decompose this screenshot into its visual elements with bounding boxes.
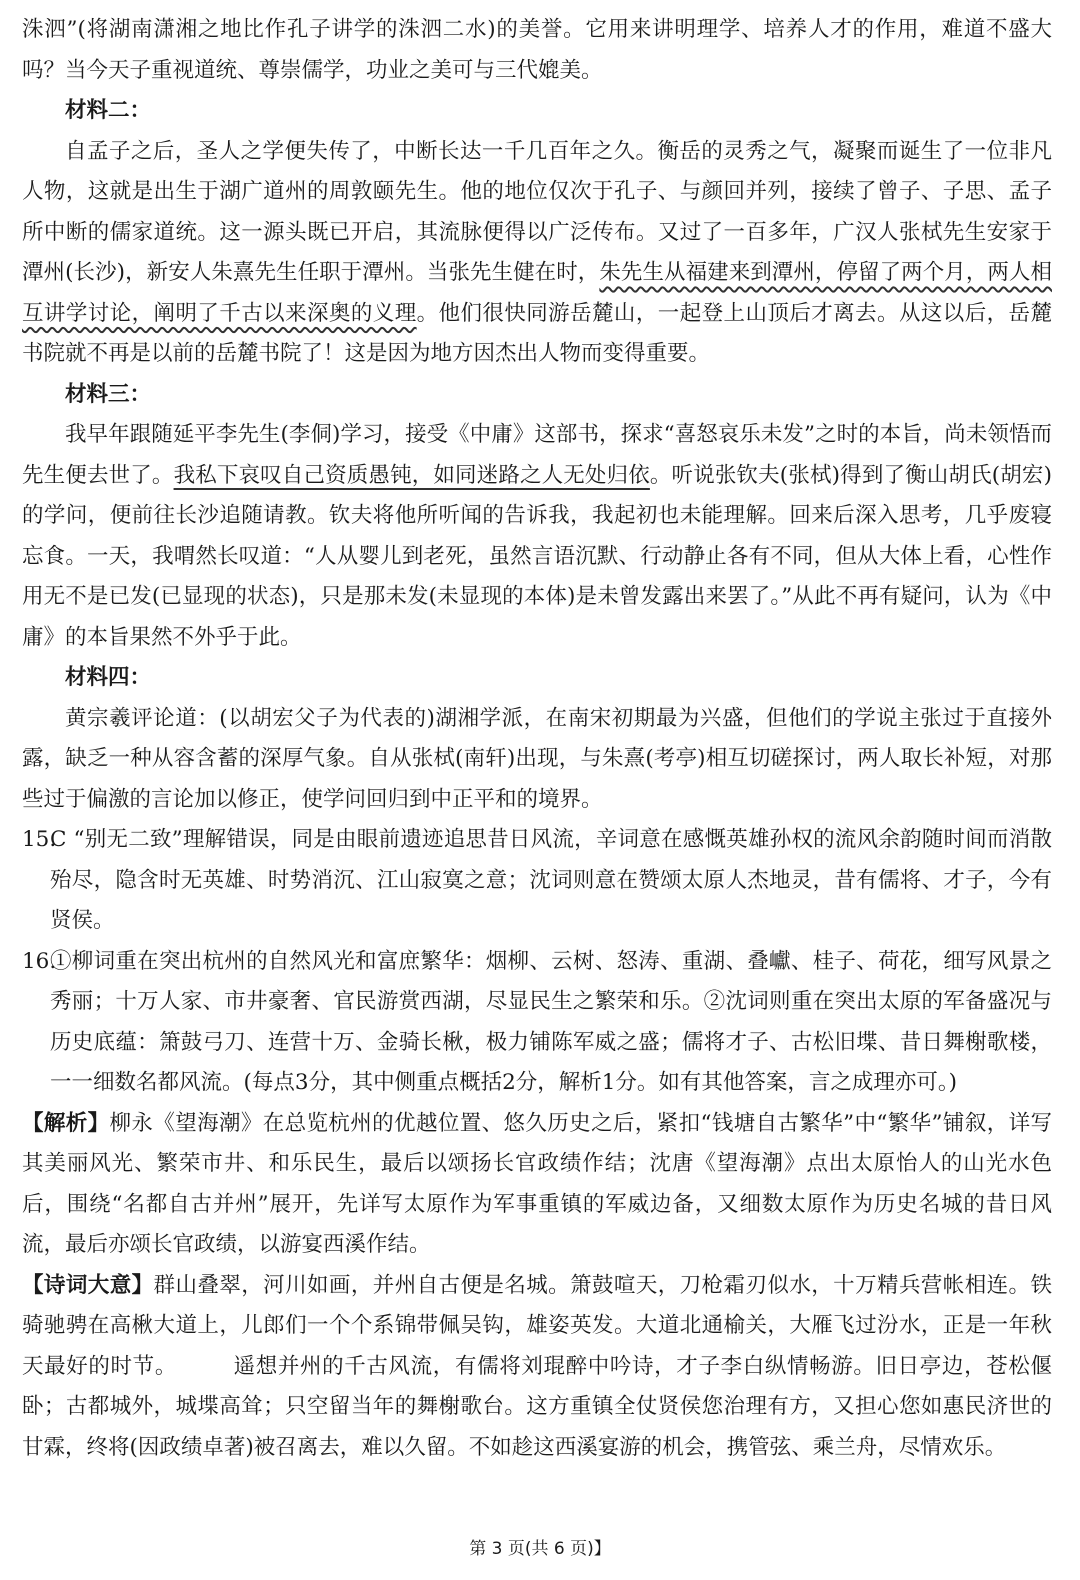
answer-15 bbox=[22, 820, 1052, 942]
analysis-text: 柳永《望海潮》在总览杭州的优越位置、悠久历史之后，紧扣“钱塘自古繁华”中“繁华”铺叙，详写其美丽风光、繁荣市井、和乐民生，最后以颂扬长官政绩作结；沈唐《望海潮》点出太原怡人的山光水色后，围绕“名都自古并州”展开，先详写太原作为军事重镇的军威边备，又细数太原作为历史名城的昔日风流，最后亦颂长官政绩，以游宴西溪作结。 bbox=[22, 1110, 1052, 1257]
answer-16-text: ①柳词重在突出杭州的自然风光和富庶繁华：烟柳、云树、怒涛、重湖、叠巘、桂子、荷花，细写风景之秀丽；十万人家、市井豪奢、官民游赏西湖，尽显民生之繁荣和乐。②沈词则重在突出太原的军备盛况与历史底蕴：箫鼓弓刀、连营十万、金骑长楸，极力铺陈军威之盛；儒将才子、古松旧堞、昔日舞榭歌楼，一一细数名都风流。(每点3分，其中侧重点概括2分，解析1分。如有其他答案，言之成理亦可。) bbox=[50, 948, 1052, 1095]
material-four-text: 黄宗羲评论道：(以胡宏父子为代表的)湖湘学派，在南宋初期最为兴盛，但他们的学说主张过于直接外露，缺乏一种从容含蓄的深厚气象。自从张栻(南轩)出现，与朱熹(考亭)相互切磋探讨，两人取长补短，对那些过于偏激的言论加以修正，使学问回归到中正平和的境界。 bbox=[22, 705, 1052, 812]
material-three-heading: 材料三： bbox=[65, 381, 152, 407]
material-three-text-after: 。听说张钦夫(张栻)得到了衡山胡氏(胡宏)的学问，便前往长沙追随请教。钦夫将他所听闻的告诉我，我起初也未能理解。回来后深入思考，几乎废寝忘食。一天，我喟然长叹道：“人从婴儿到老死，虽然言语沉默、行动静止各有不同，但从大体上看，心性作用无不是已发(已显现的状态)，只是那未发(未显现的本体)是未曾发露出来罢了。”从此不再有疑问，认为《中庸》的本旨果然不外乎于此。 bbox=[22, 462, 1052, 650]
material-two-text bbox=[22, 132, 1052, 375]
answer-16-number: 16. bbox=[22, 948, 57, 974]
analysis-tag: 【解析】 bbox=[22, 1110, 110, 1136]
material-one-ending: 洙泗”(将湖南潇湘之地比作孔子讲学的洙泗二水)的美誉。它用来讲明理学、培养人才的作用，难道不盛大吗？当今天子重视道统、尊崇儒学，功业之美可与三代媲美。 bbox=[22, 17, 1052, 83]
answer-15-text: C “别无二致”理解错误，同是由眼前遗迹追思昔日风流，辛词意在感慨英雄孙权的流风余韵随时间而消散殆尽，隐含时无英雄、时势消沉、江山寂寞之意；沈词则意在赞颂太原人杰地灵，昔有儒将、才子，今有贤侯。 bbox=[50, 827, 1052, 933]
material-two-text-after: 。他们很快同游岳麓山，一起登上山顶后才离去。从这以后，岳麓书院就不再是以前的岳麓书院了！这是因为地方因杰出人物而变得重要。 bbox=[22, 300, 1052, 366]
material-three-underlined: 我私下哀叹自己资质愚钝，如同迷路之人无处归依 bbox=[173, 462, 650, 488]
poem-meaning-text-1: 群山叠翠，河川如画，并州自古便是名城。箫鼓喧天，刀枪霜刃似水，十万精兵营帐相连。铁骑驰骋在高楸大道上，儿郎们一个个系锦带佩吴钩，雄姿英发。大道北通榆关，大雁飞过汾水，正是一年秋天最好的时节。 bbox=[22, 1272, 1052, 1379]
material-two-heading: 材料二： bbox=[65, 98, 152, 123]
page-footer: 第 3 页(共 6 页)】 bbox=[469, 1539, 611, 1559]
poem-meaning-tag: 【诗词大意】 bbox=[22, 1272, 154, 1298]
poem-meaning-text-2: 遥想并州的千古风流，有儒将刘琨醉中吟诗，才子李白纵情畅游。旧日亭边，苍松偃卧；古都城外，城堞高耸；只空留当年的舞榭歌台。这方重镇全仗贤侯您治理有方，又担心您如惠民济世的甘霖，终将(因政绩卓著)被召离去，难以久留。不如趁这西溪宴游的机会，携管弦、乘兰舟，尽情欢乐。 bbox=[22, 1353, 1052, 1460]
poem-meaning-paragraph bbox=[22, 1266, 1052, 1469]
material-four-heading: 材料四： bbox=[65, 665, 152, 690]
analysis-paragraph bbox=[22, 1104, 1052, 1266]
answer-15-number: 15. bbox=[22, 827, 57, 852]
material-two-text-before: 自孟子之后，圣人之学便失传了，中断长达一千几百年之久。衡岳的灵秀之气，凝聚而诞生了一位非凡人物，这就是出生于湖广道州的周敦颐先生。他的地位仅次于孔子、与颜回并列，接续了曾子、子思、孟子所中断的儒家道统。这一源头既已开启，其流脉便得以广泛传布。又过了一百多年，广汉人张栻先生安家于潭州(长沙)，新安人朱熹先生任职于潭州。当张先生健在时， bbox=[22, 138, 1052, 285]
material-two-wavy-underlined: 朱先生从福建来到潭州，停留了两个月，两人相互讲学讨论，阐明了千古以来深奥的义理 bbox=[22, 260, 1052, 326]
material-three-text-before: 我早年跟随延平李先生(李侗)学习，接受《中庸》这部书，探求“喜怒哀乐未发”之时的本旨，尚未领悟而先生便去世了。 bbox=[22, 422, 1052, 488]
material-three-text bbox=[22, 415, 1052, 658]
answer-16 bbox=[22, 942, 1052, 1104]
